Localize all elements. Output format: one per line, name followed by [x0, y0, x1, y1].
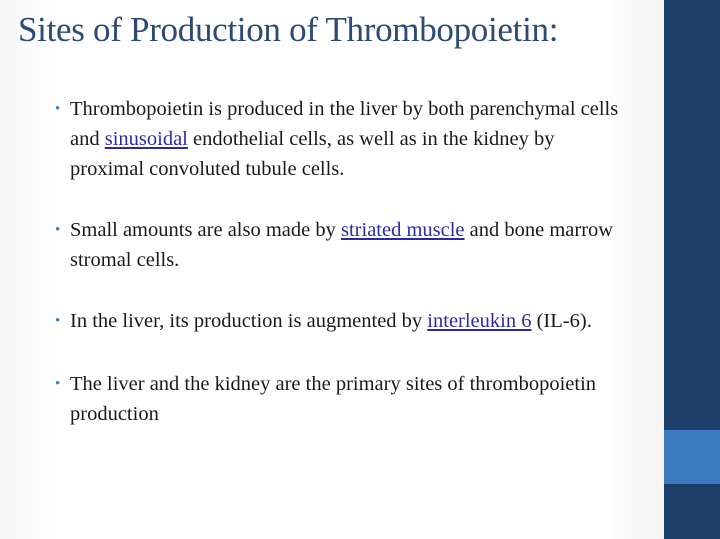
- bullet-marker: •: [55, 376, 61, 392]
- sidebar-accent-block: [664, 430, 720, 484]
- slide-title: Sites of Production of Thrombopoietin:: [18, 10, 559, 49]
- bullet-text: (IL-6).: [531, 310, 592, 332]
- bullet-text: The liver and the kidney are the primary sites of thrombopoietin production: [70, 373, 597, 425]
- bullet-item: [52, 306, 632, 336]
- sinusoidal-link[interactable]: sinusoidal: [104, 128, 188, 150]
- bullet-list: [52, 94, 632, 429]
- bullet-marker: •: [55, 313, 61, 329]
- bullet-item: [52, 369, 632, 429]
- striated-muscle-link[interactable]: striated muscle: [341, 219, 465, 241]
- bullet-item: [52, 94, 632, 184]
- bullet-text: In the liver, its production is augmented by: [70, 310, 428, 332]
- bullet-text: Small amounts are also made by: [70, 219, 341, 241]
- bullet-text: endothelial cells, as well as in the kidney by proximal convoluted tubule cells.: [70, 128, 555, 180]
- interleukin-6-link[interactable]: interleukin 6: [427, 310, 532, 332]
- bullet-marker: •: [55, 222, 61, 238]
- bullet-marker: •: [55, 101, 61, 117]
- bullet-text: Thrombopoietin is produced in the liver by both parenchymal cells and: [70, 98, 619, 150]
- bullet-item: [52, 215, 632, 275]
- bullet-text: and bone marrow stromal cells.: [70, 219, 614, 271]
